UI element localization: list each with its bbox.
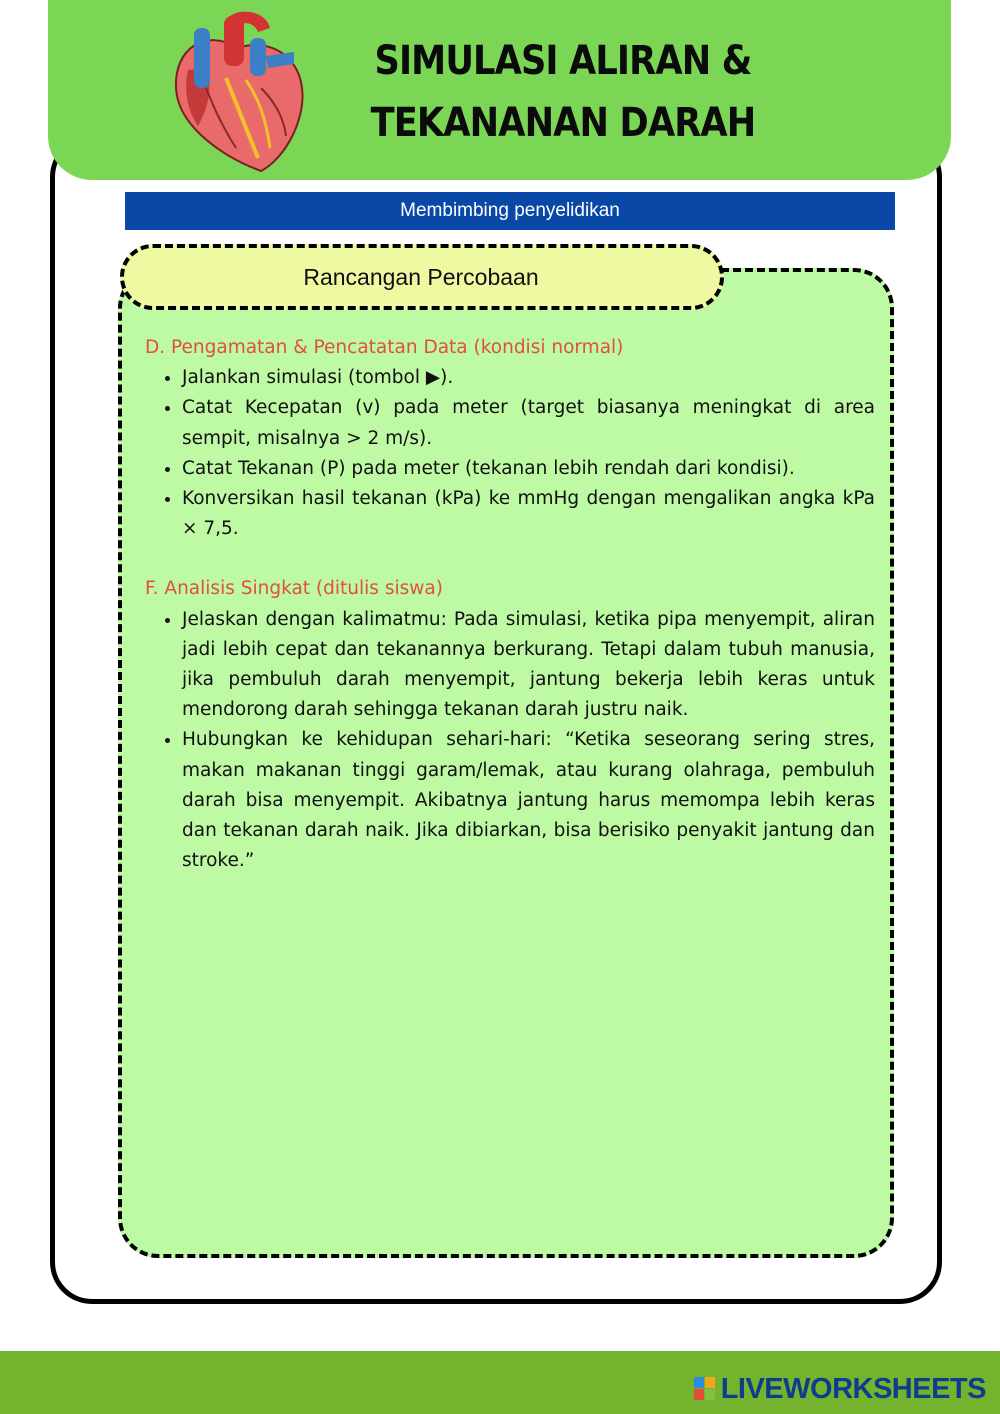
section-title-d: D. Pengamatan & Pencatatan Data (kondisi normal) <box>145 337 624 358</box>
section-title-f: F. Analisis Singkat (ditulis siswa) <box>145 578 443 600</box>
list-d <box>145 363 875 544</box>
page-title <box>347 30 778 154</box>
list-item: • Catat Kecepatan (v) pada meter (target biasanya meningkat di area sempit, misalnya > 2 m/s). <box>182 393 875 453</box>
panel-tab-label: Rancangan Percobaan <box>303 264 539 290</box>
section-band: Membimbing penyelidikan <box>125 192 895 230</box>
list-item: • Hubungkan ke kehidupan sehari-hari: “Ketika seseorang sering stres, makan makanan tinggi garam/lemak, atau kurang olahraga, pembuluh darah bisa menyempit. Akibatnya jantung harus memompa lebih keras dan tekanan darah naik. Jika dibiarkan, bisa berisiko penyakit jantung dan stroke.” <box>182 725 875 876</box>
liveworksheets-logo-icon <box>694 1377 716 1401</box>
list-item: • Catat Tekanan (P) pada meter (tekanan lebih rendah dari kondisi). <box>182 454 875 484</box>
panel-content <box>145 333 875 876</box>
list-item: • Jalankan simulasi (tombol ▶). <box>182 363 875 393</box>
title-line-2: TEKANANAN DARAH <box>370 100 756 146</box>
list-item: • Jelaskan dengan kalimatmu: Pada simulasi, ketika pipa menyempit, aliran jadi lebih cepat dan tekanannya berkurang. Tetapi dalam tubuh manusia, jika pembuluh darah menyempit, jantung bekerja lebih keras untuk mendorong darah sehingga tekanan darah justru naik. <box>182 605 875 726</box>
footer-brand[interactable]: LIVEWORKSHEETS <box>720 1373 986 1405</box>
title-line-1: SIMULASI ALIRAN & <box>374 38 752 84</box>
panel-tab <box>120 244 724 310</box>
list-item: • Konversikan hasil tekanan (kPa) ke mmHg dengan mengalikan angka kPa × 7,5. <box>182 484 875 544</box>
heart-icon <box>166 8 311 173</box>
header-banner <box>48 0 951 180</box>
list-f <box>145 605 875 877</box>
